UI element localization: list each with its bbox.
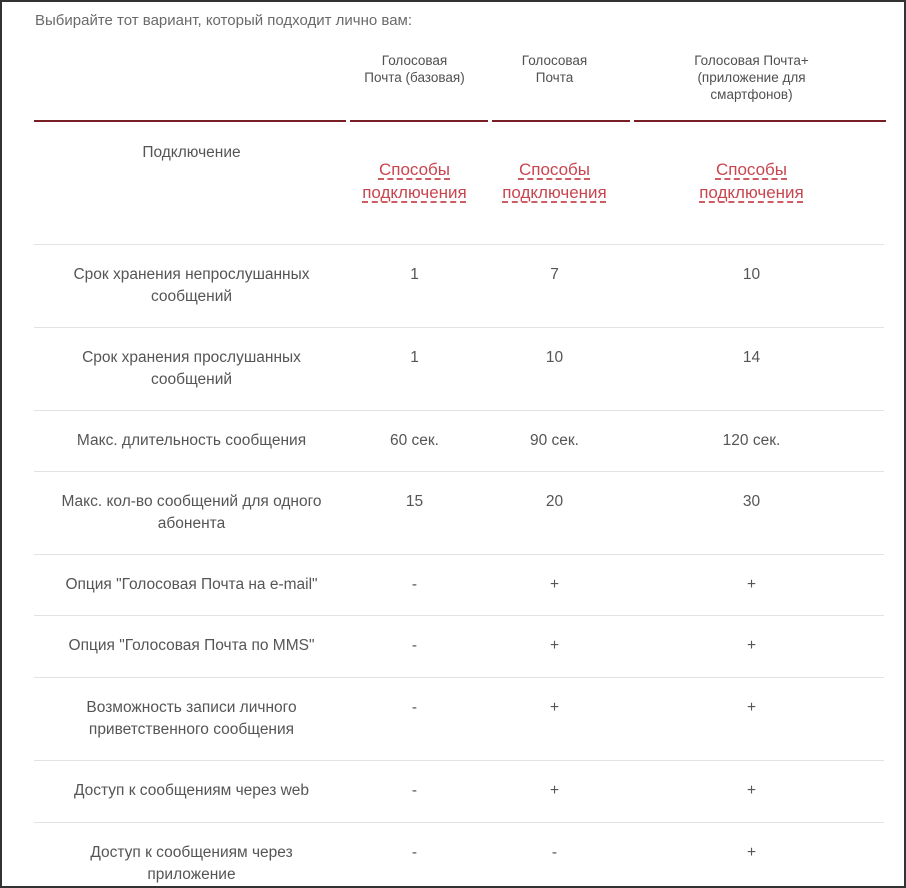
value-plus: 14 [742,349,761,366]
column-header-line: Голосовая [381,53,448,68]
connection-methods-link-line[interactable]: Способы [715,160,788,179]
row-divider [34,677,884,678]
header-divider [350,120,488,122]
value-plus: 10 [742,266,761,283]
row-label-line: Опция "Голосовая Почта на e-mail" [65,576,318,593]
header-divider [492,120,630,122]
row-divider [34,554,884,555]
value-basic: - [411,637,418,654]
value-plus: + [746,699,757,716]
value-standard: - [551,844,558,861]
row-divider [34,822,884,823]
value-standard: + [549,699,560,716]
header-divider [34,120,346,122]
row-label [34,635,349,657]
table-row [34,430,884,470]
value-standard: + [549,637,560,654]
row-label: Подключение [142,144,241,161]
connection-methods-link[interactable] [352,158,477,204]
table-row [34,697,884,757]
row-label-line: сообщений [150,371,233,388]
row-label [34,347,349,391]
connection-methods-link-line[interactable]: Способы [518,160,591,179]
row-label-line: абонента [157,515,226,532]
table-row-connection [34,140,884,245]
row-divider [34,615,884,616]
connection-methods-link-line[interactable]: подключения [362,183,467,202]
row-label-line: Опция "Голосовая Почта по MMS" [68,637,315,654]
value-standard: + [549,576,560,593]
table-row [34,842,884,886]
intro-text: Выбирайте тот вариант, который подходит лично вам: [35,12,413,29]
row-label-line: Возможность записи личного [86,699,297,716]
column-header-basic [342,52,487,86]
row-label-line: сообщений [150,288,233,305]
connection-methods-link-line[interactable]: подключения [699,183,804,202]
column-header-line: Голосовая [521,53,588,68]
row-divider [34,410,884,411]
value-basic: - [411,699,418,716]
value-plus: + [746,782,757,799]
value-plus: 120 сек. [722,432,781,449]
row-label-line: Макс. кол-во сообщений для одного [61,493,322,510]
row-label-line: Доступ к сообщениям через [90,844,293,861]
row-label [34,430,349,452]
column-header-line: Почта [535,70,574,85]
connection-methods-link-line[interactable]: подключения [502,183,607,202]
table-row [34,347,884,407]
column-header-line: смартфонов) [710,87,793,102]
table-row [34,780,884,820]
value-basic: - [411,782,418,799]
value-basic: - [411,844,418,861]
row-label [34,697,349,741]
column-header-line: Голосовая Почта+ [694,53,809,68]
table-row [34,574,884,614]
value-basic: 60 сек. [389,432,439,449]
row-label [34,574,349,596]
row-label [34,491,349,535]
row-label-line: Срок хранения прослушанных [82,349,301,366]
row-divider [34,244,884,245]
column-header-line: (приложение для [697,70,806,85]
row-label-line: приложение [147,866,236,883]
value-basic: - [411,576,418,593]
value-standard: + [549,782,560,799]
row-label [34,264,349,308]
connection-methods-link[interactable] [492,158,617,204]
row-label [34,780,349,802]
value-plus: + [746,844,757,861]
connection-methods-link-line[interactable]: Способы [378,160,451,179]
row-divider [34,760,884,761]
connection-methods-link[interactable] [644,158,859,204]
value-basic: 1 [410,266,419,283]
row-label-line: приветственного сообщения [88,721,295,738]
table-row [34,264,884,324]
value-basic: 15 [405,493,424,510]
table-row [34,491,884,551]
value-standard: 90 сек. [529,432,579,449]
row-divider [34,471,884,472]
header-divider [634,120,886,122]
value-plus: 30 [742,493,761,510]
column-header-plus [644,52,859,103]
value-plus: + [746,637,757,654]
value-plus: + [746,576,757,593]
value-standard: 20 [545,493,564,510]
column-header-line: Почта (базовая) [364,70,465,85]
row-label-line: Срок хранения непрослушанных [73,266,310,283]
value-standard: 7 [550,266,559,283]
row-divider [34,327,884,328]
row-label-line: Макс. длительность сообщения [76,432,307,449]
row-label [34,842,349,886]
row-label-line: Доступ к сообщениям через web [73,782,310,799]
value-standard: 10 [545,349,564,366]
value-basic: 1 [410,349,419,366]
column-header-standard [482,52,627,86]
table-row [34,635,884,675]
